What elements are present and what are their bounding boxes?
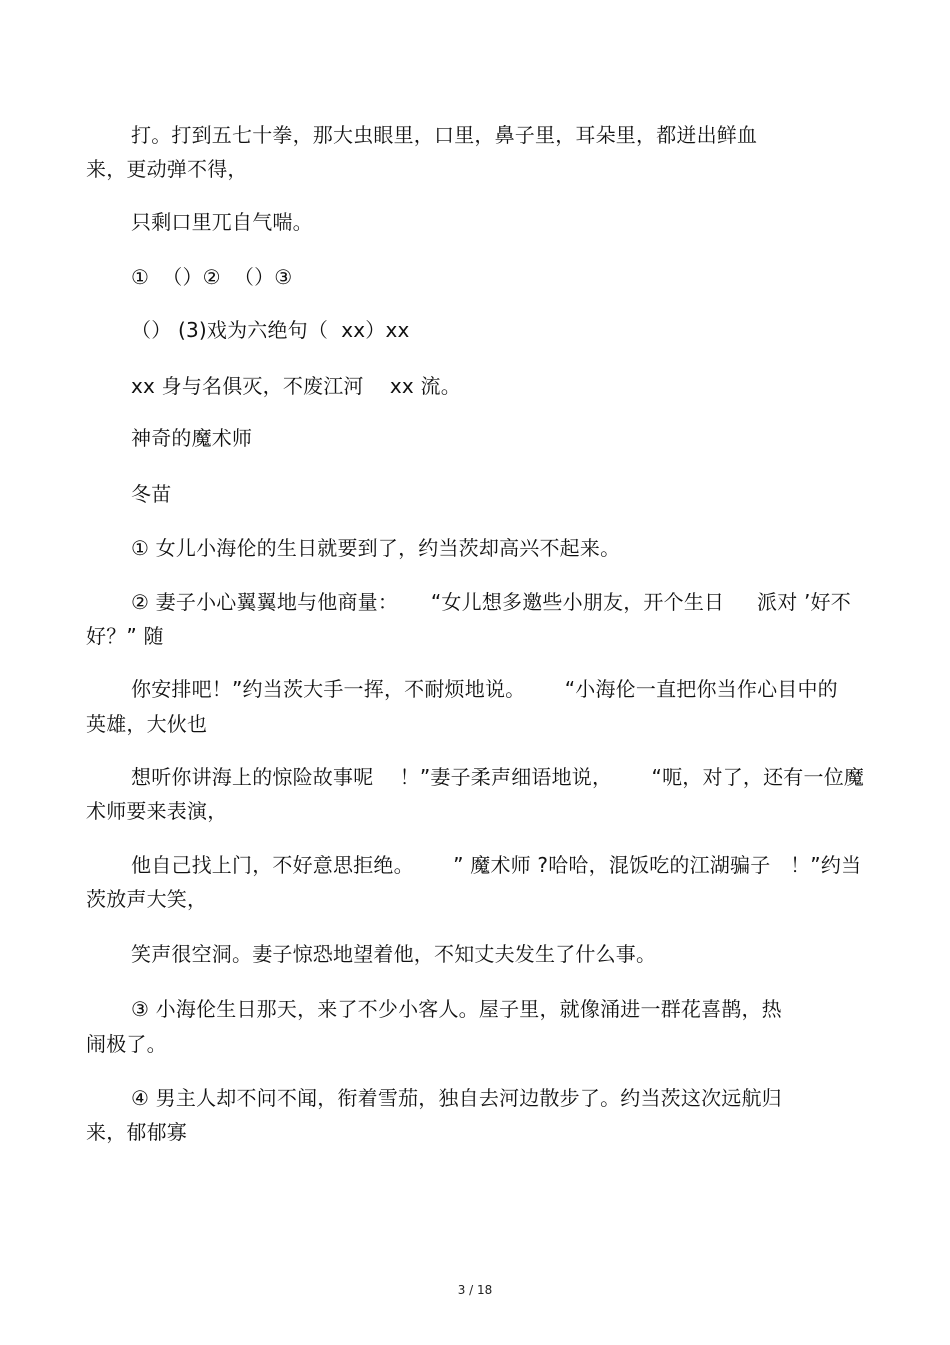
text-line: ② 妻子小心翼翼地与他商量： “女儿想多邀些小朋友，开个生日 派对 ’好不 [131,590,851,614]
text-line: 笑声很空洞。妻子惊恐地望着他，不知丈夫发生了什么事。 [131,942,657,966]
text-line: 茨放声大笑， [86,887,208,911]
text-line: （） (3)戏为六绝句（ xx）xx [131,318,410,342]
text-line: 你安排吧！”约当茨大手一挥，不耐烦地说。 “小海伦一直把你当作心目中的 [131,677,838,701]
text-line: ③ 小海伦生日那天，来了不少小客人。屋子里，就像涌进一群花喜鹊，热 [131,997,782,1021]
text-line: 英雄，大伙也 [86,712,208,736]
author-name: 冬苗 [131,482,172,506]
text-line: 打。打到五七十拳，那大虫眼里，口里，鼻子里，耳朵里，都迸出鲜血 [131,123,758,147]
text-line: xx 身与名俱灭，不废江河 xx 流。 [131,374,461,398]
text-line: 来，更动弹不得， [86,157,248,181]
text-line: 只剩口里兀自气喘。 [131,210,313,234]
text-line: 术师要来表演， [86,799,228,823]
text-line: 闹极了。 [86,1032,167,1056]
text-line: ④ 男主人却不问不闻，衔着雪茄，独自去河边散步了。约当茨这次远航归 [131,1086,782,1110]
text-line: ① （）② （）③ [131,265,293,289]
text-line: 他自己找上门，不好意思拒绝。 ” 魔术师 ?哈哈，混饭吃的江湖骗子 ！”约当 [131,853,862,877]
text-line: ① 女儿小海伦的生日就要到了，约当茨却高兴不起来。 [131,536,621,560]
text-line: 想听你讲海上的惊险故事呢 ！”妻子柔声细语地说， “呃，对了，还有一位魔 [131,765,865,789]
section-title: 神奇的魔术师 [131,426,253,450]
page-number: 3 / 18 [457,1283,493,1297]
text-line: 来，郁郁寡 [86,1120,187,1144]
text-line: 好？” 随 [86,624,164,648]
